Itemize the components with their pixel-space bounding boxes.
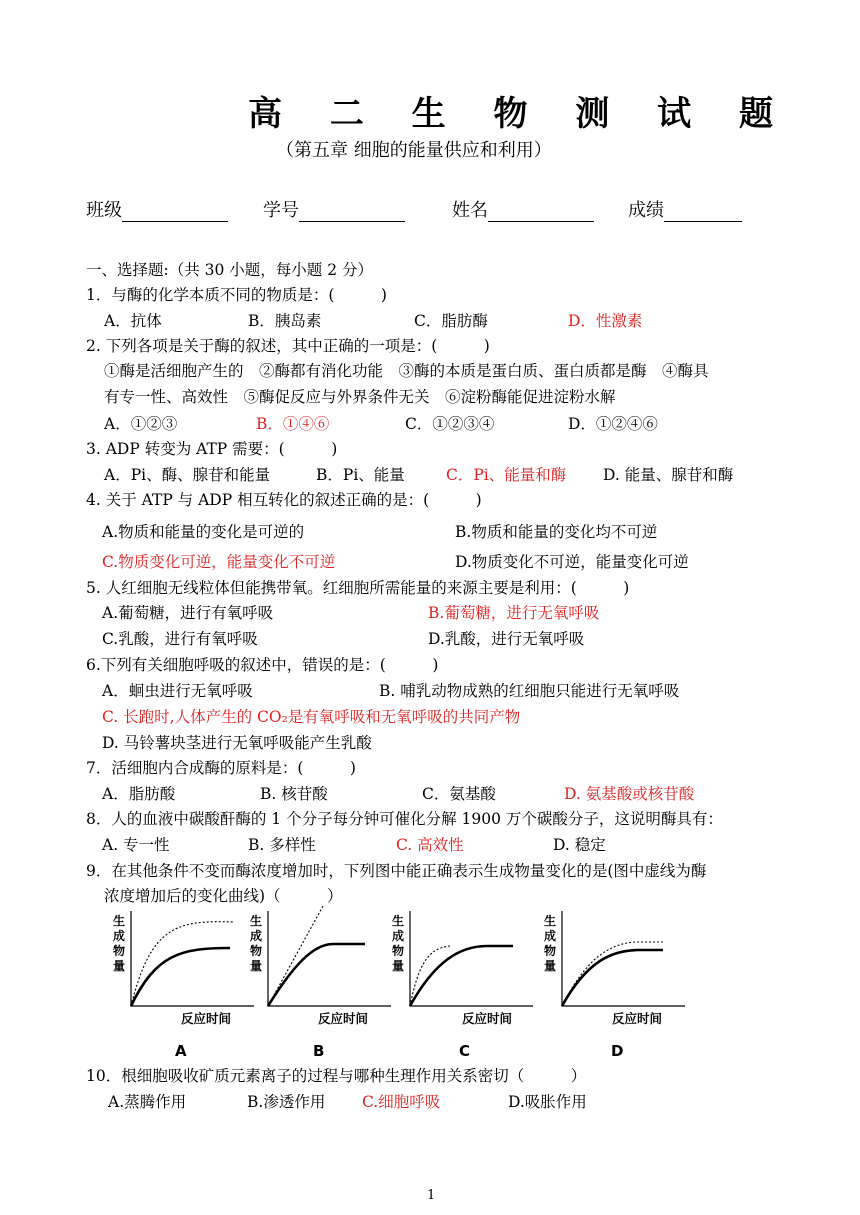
graph-b-solid-curve: [268, 944, 365, 1006]
q5-option-b: B.葡萄糖，进行无氧呼吸: [428, 604, 600, 622]
q5-stem: 5. 人红细胞无线粒体但能携带氧。红细胞所需能量的来源主要是利用：( ): [86, 579, 630, 597]
q10-option-d: D.吸胀作用: [508, 1093, 587, 1111]
graph-d-dashed-curve: [562, 942, 663, 1006]
q6-option-c: C. 长跑时,人体产生的 CO₂是有氧呼吸和无氧呼吸的共同产物: [102, 708, 521, 726]
q4-option-c: C.物质变化可逆，能量变化不可逆: [102, 553, 336, 571]
q5-option-a: A.葡萄糖，进行有氧呼吸: [102, 604, 274, 622]
graph-d-solid-curve: [562, 950, 663, 1006]
graph-a-axes: [131, 911, 254, 1006]
q4-stem: 4. 关于 ATP 与 ADP 相互转化的叙述正确的是：( ): [86, 491, 482, 509]
q10-option-b: B.渗透作用: [247, 1093, 326, 1111]
graph-c-xlabel: 反应时间: [462, 1011, 513, 1026]
q10-option-a: A.蒸腾作用: [108, 1093, 187, 1111]
graph-a-solid-curve: [131, 948, 230, 1006]
q8-option-c: C. 高效性: [396, 836, 464, 854]
score-field[interactable]: [628, 196, 742, 222]
graph-b-letter: B: [313, 1042, 325, 1060]
q4-option-b: B.物质和能量的变化均不可逆: [455, 523, 658, 541]
class-blank[interactable]: [122, 203, 228, 222]
graph-b-ylabel: 生成物量: [250, 914, 263, 973]
graph-b: [263, 906, 393, 1010]
q3-option-b: B．Pi、能量: [316, 466, 405, 484]
graph-b-xlabel: 反应时间: [318, 1011, 369, 1026]
name-blank[interactable]: [488, 203, 594, 222]
q1-option-c: C．脂肪酶: [414, 312, 488, 330]
q8-option-d: D. 稳定: [553, 836, 606, 854]
class-label: 班级: [86, 200, 122, 221]
student-id-label: 学号: [263, 200, 299, 221]
q7-option-c: C．氨基酸: [422, 785, 496, 803]
q6-option-a: A．蛔虫进行无氧呼吸: [102, 682, 253, 700]
q4-option-a: A.物质和能量的变化是可逆的: [102, 523, 305, 541]
graph-c-axes: [410, 911, 533, 1006]
q9-stem-1: 9．在其他条件不变而酶浓度增加时，下列图中能正确表示生成物量变化的是(图中虚线为酶: [86, 862, 707, 880]
graph-c-solid-curve: [410, 946, 513, 1006]
q2-option-b: B．①④⑥: [256, 415, 330, 433]
q2-stem: 2. 下列各项是关于酶的叙述，其中正确的一项是：( ): [86, 337, 490, 355]
q5-option-c: C.乳酸，进行有氧呼吸: [102, 630, 258, 648]
graph-d-axes: [562, 911, 685, 1006]
graph-c-letter: C: [459, 1042, 471, 1060]
page-subtitle: （第五章 细胞的能量供应和利用）: [276, 140, 552, 161]
q7-option-a: A．脂肪酸: [102, 785, 176, 803]
q2-body-2: 有专一性、高效性 ⑤酶促反应与外界条件无关 ⑥淀粉酶能促进淀粉水解: [104, 388, 616, 406]
q2-option-a: A．①②③: [104, 415, 178, 433]
graph-c-ylabel: 生成物量: [392, 914, 405, 973]
q5-option-d: D.乳酸，进行无氧呼吸: [428, 630, 585, 648]
graph-b-axes: [268, 911, 391, 1006]
graph-a-xlabel: 反应时间: [181, 1011, 232, 1026]
q2-body-1: ①酶是活细胞产生的 ②酶都有消化功能 ③酶的本质是蛋白质、蛋白质都是酶 ④酶具: [104, 362, 709, 380]
q7-option-d: D. 氨基酸或核苷酸: [564, 785, 695, 803]
q7-option-b: B. 核苷酸: [260, 785, 328, 803]
graph-d-xlabel: 反应时间: [612, 1011, 663, 1026]
q10-option-c: C.细胞呼吸: [362, 1093, 441, 1111]
graph-d: [557, 906, 687, 1010]
graph-a-letter: A: [175, 1042, 187, 1060]
q3-option-d: D. 能量、腺苷和酶: [603, 466, 734, 484]
q2-option-d: D．①②④⑥: [568, 415, 658, 433]
graph-b-dashed-curve: [268, 906, 323, 1006]
section-heading: 一、选择题:（共 30 小题，每小题 2 分）: [86, 261, 374, 279]
page-number: 1: [427, 1188, 436, 1203]
q3-option-c: C．Pi、能量和酶: [446, 466, 567, 484]
graph-a-ylabel: 生成物量: [113, 914, 126, 973]
name-field[interactable]: [452, 196, 594, 222]
q8-option-a: A. 专一性: [102, 836, 170, 854]
q9-stem-2: 浓度增加后的变化曲线)（ ）: [104, 887, 343, 905]
graph-c: [405, 906, 535, 1010]
q3-option-a: A．Pi、酶、腺苷和能量: [104, 466, 271, 484]
q3-stem: 3. ADP 转变为 ATP 需要：( ): [86, 440, 338, 458]
score-label: 成绩: [628, 200, 664, 221]
graph-a-dashed-curve: [131, 922, 234, 1006]
q7-stem: 7．活细胞内合成酶的原料是：( ): [86, 759, 356, 777]
q8-stem: 8．人的血液中碳酸酐酶的 1 个分子每分钟可催化分解 1900 万个碳酸分子，这说明酶具有：: [86, 810, 723, 828]
graph-d-letter: D: [611, 1042, 624, 1060]
q6-stem: 6.下列有关细胞呼吸的叙述中，错误的是：( ): [86, 656, 439, 674]
student-id-field[interactable]: [263, 196, 405, 222]
q2-option-c: C．①②③④: [405, 415, 495, 433]
graph-a: [126, 906, 256, 1010]
q4-option-d: D.物质变化不可逆，能量变化可逆: [455, 553, 689, 571]
q1-option-d: D．性激素: [568, 312, 643, 330]
q10-stem: 10．根细胞吸收矿质元素离子的过程与哪种生理作用关系密切（ ）: [86, 1067, 587, 1085]
page-title: 高 二 生 物 测 试 题: [248, 94, 792, 134]
q6-option-d: D. 马铃薯块茎进行无氧呼吸能产生乳酸: [102, 734, 372, 752]
student-id-blank[interactable]: [299, 203, 405, 222]
score-blank[interactable]: [664, 203, 742, 222]
q1-stem: 1．与酶的化学本质不同的物质是：( ): [86, 286, 387, 304]
q1-option-a: A．抗体: [104, 312, 162, 330]
q6-option-b: B. 哺乳动物成熟的红细胞只能进行无氧呼吸: [379, 682, 680, 700]
class-field[interactable]: [86, 196, 228, 222]
q8-option-b: B. 多样性: [248, 836, 316, 854]
graph-d-ylabel: 生成物量: [544, 914, 557, 973]
q1-option-b: B．胰岛素: [248, 312, 322, 330]
name-label: 姓名: [452, 200, 488, 221]
